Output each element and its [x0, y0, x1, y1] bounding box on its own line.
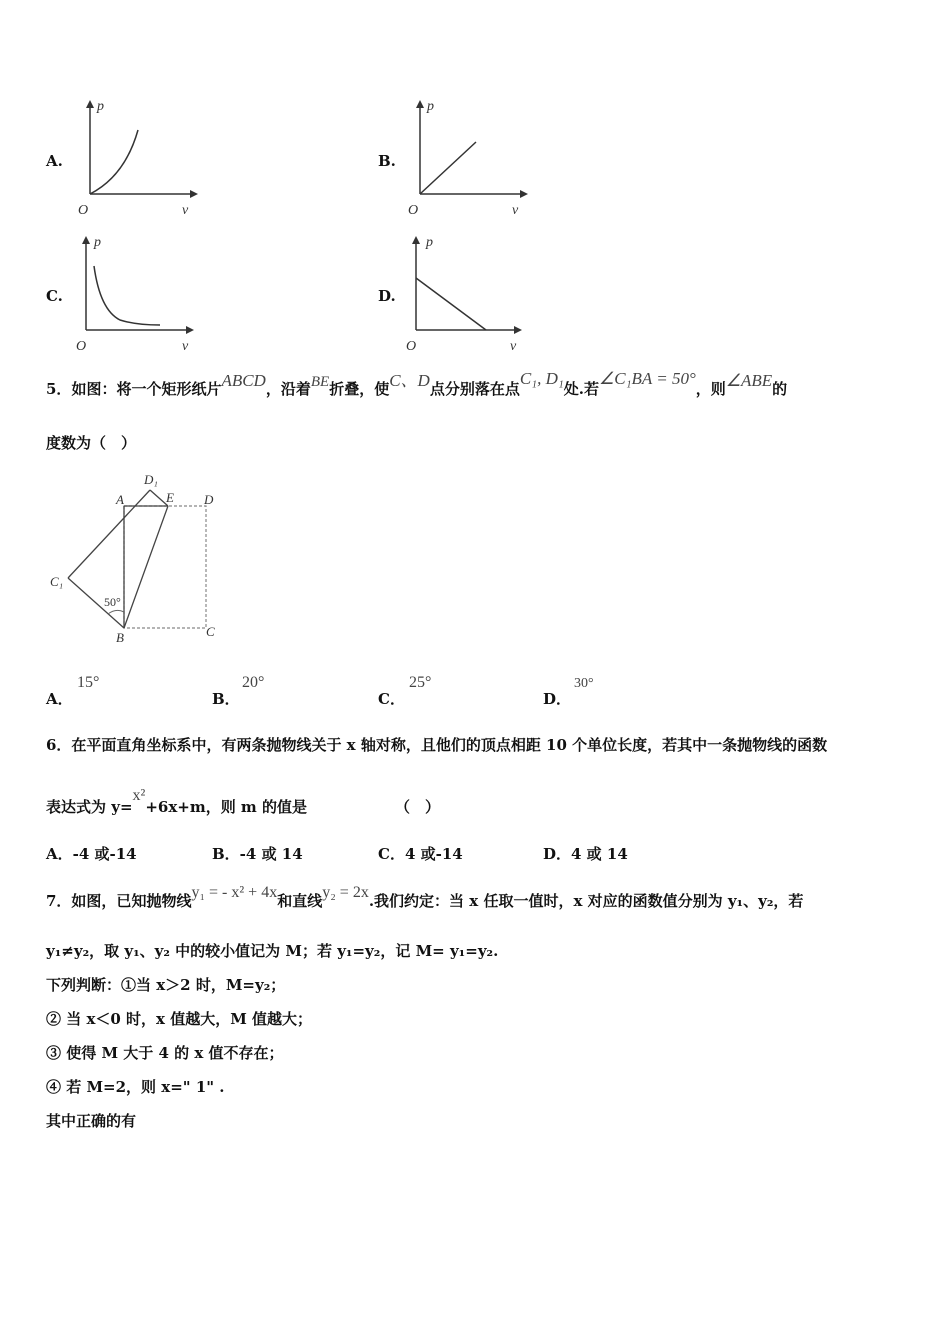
q5-fig-label-e: E	[166, 490, 174, 505]
q5-text-5: 处.若	[563, 380, 600, 398]
q5-fig-label-d1: D₁	[144, 472, 158, 487]
q4-curve-d	[416, 278, 486, 330]
q6-option-a: A．-4 或-14	[46, 845, 137, 863]
q6-option-c: C．4 或-14	[378, 845, 463, 863]
q4-d-origin: O	[406, 339, 417, 354]
q5-math-be: BE	[310, 374, 330, 390]
q5-figure	[46, 466, 236, 646]
q6-paren: （ ）	[395, 798, 441, 816]
q6-text-2: +6x+m，则 m 的值是	[145, 798, 308, 816]
q4-c-axis-y: p	[94, 235, 101, 250]
q5-text-6: ，则	[695, 380, 726, 398]
q5-option-b-label: B．	[212, 690, 240, 708]
q5-text-3: 折叠，使	[329, 380, 390, 398]
q4-graph-a	[70, 96, 200, 220]
q5-option-c-value: 25°	[409, 674, 432, 691]
q5-stem	[46, 369, 788, 399]
q7-stem-line1	[46, 884, 804, 911]
q5-fig-angle: 50°	[104, 595, 121, 609]
q4-b-origin: O	[408, 203, 419, 218]
q7-math-line: y₂ = 2x	[322, 884, 369, 901]
q4-c-axis-x: v	[182, 339, 189, 354]
q5-option-b-value: 20°	[242, 674, 265, 691]
q5-option-a-label: A．	[46, 690, 73, 708]
q5-option-d-value: 30°	[574, 676, 594, 691]
q7-judgement-3: ③ 使得 M 大于 4 的 x 值不存在；	[46, 1044, 284, 1062]
q7-judgement-intro: 下列判断：①当 x＞2 时，M=y₂；	[46, 976, 286, 994]
q7-conclusion: 其中正确的有	[46, 1112, 137, 1130]
q6-math-x2: x²	[132, 787, 146, 804]
q7-stem-line2: y₁≠y₂，取 y₁、y₂ 中的较小值记为 M；若 y₁=y₂，记 M= y₁=y₂.	[46, 942, 499, 960]
q4-curve-b	[420, 142, 476, 194]
q4-option-d-label: D.	[378, 287, 396, 305]
q6-stem-line2	[46, 787, 441, 817]
q5-fig-label-c: C	[206, 624, 215, 639]
q5-math-abe: ∠ABE	[725, 371, 773, 390]
q4-a-origin: O	[78, 203, 89, 218]
q5-option-d-label: D．	[543, 690, 572, 708]
q5-math-cd: C、D	[389, 371, 430, 390]
q7-judgement-4: ④ 若 M=2，则 x=" 1" .	[46, 1078, 225, 1096]
q5-fig-label-c1: C₁	[50, 574, 64, 589]
q5-text-2: ，沿着	[265, 380, 311, 398]
q4-b-axis-x: v	[512, 203, 519, 218]
q4-curve-c	[94, 266, 160, 325]
q7-math-parabola: y₁ = - x² + 4x	[191, 884, 278, 901]
q7-text-1: 7．如图，已知抛物线	[46, 892, 192, 910]
q4-graph-b	[400, 96, 530, 220]
q5-option-a-value: 15°	[77, 674, 100, 691]
q5-number: 5．	[46, 380, 72, 398]
q7-judgement-2: ② 当 x＜0 时，x 值越大，M 值越大；	[46, 1010, 313, 1028]
q4-c-origin: O	[76, 339, 87, 354]
q5-math-abcd: ABCD	[221, 371, 266, 390]
q4-d-axis-y: p	[426, 235, 433, 250]
q4-d-axis-x: v	[510, 339, 517, 354]
q5-fig-label-b: B	[116, 630, 124, 645]
q6-text-1: 表达式为 y=	[46, 798, 133, 816]
q4-curve-a	[90, 130, 138, 194]
q4-graph-d	[400, 230, 530, 354]
q5-text-1: 如图：将一个矩形纸片	[71, 380, 222, 398]
q4-option-a-label: A.	[46, 152, 63, 170]
q4-b-axis-y: p	[427, 99, 434, 114]
q4-graph-c	[70, 230, 200, 354]
q5-stem-line2: 度数为（ ）	[46, 434, 137, 452]
q5-fig-label-d: D	[204, 492, 214, 507]
q4-a-axis-x: v	[182, 203, 189, 218]
q6-stem-line1: 6．在平面直角坐标系中，有两条抛物线关于 x 轴对称，且他们的顶点相距 10 个单位长度，若其中一条抛物线的函数	[46, 736, 828, 754]
q5-text-7: 的	[772, 380, 788, 398]
q4-a-axis-y: p	[97, 99, 104, 114]
q6-option-b: B．-4 或 14	[212, 845, 303, 863]
q6-option-d: D．4 或 14	[543, 845, 628, 863]
q4-option-b-label: B.	[378, 152, 396, 170]
q7-text-2: 和直线	[277, 892, 323, 910]
q7-text-3: .我们约定：当 x 任取一值时，x 对应的函数值分别为 y₁、y₂，若	[368, 892, 804, 910]
q4-option-c-label: C.	[46, 287, 63, 305]
q5-math-c1d1: C₁, D₁	[519, 369, 564, 388]
q5-math-angle: ∠C₁BA = 50°	[599, 369, 696, 388]
q5-option-c-label: C．	[378, 690, 405, 708]
q5-fig-label-a: A	[116, 492, 124, 507]
q5-text-4: 点分别落在点	[429, 380, 520, 398]
